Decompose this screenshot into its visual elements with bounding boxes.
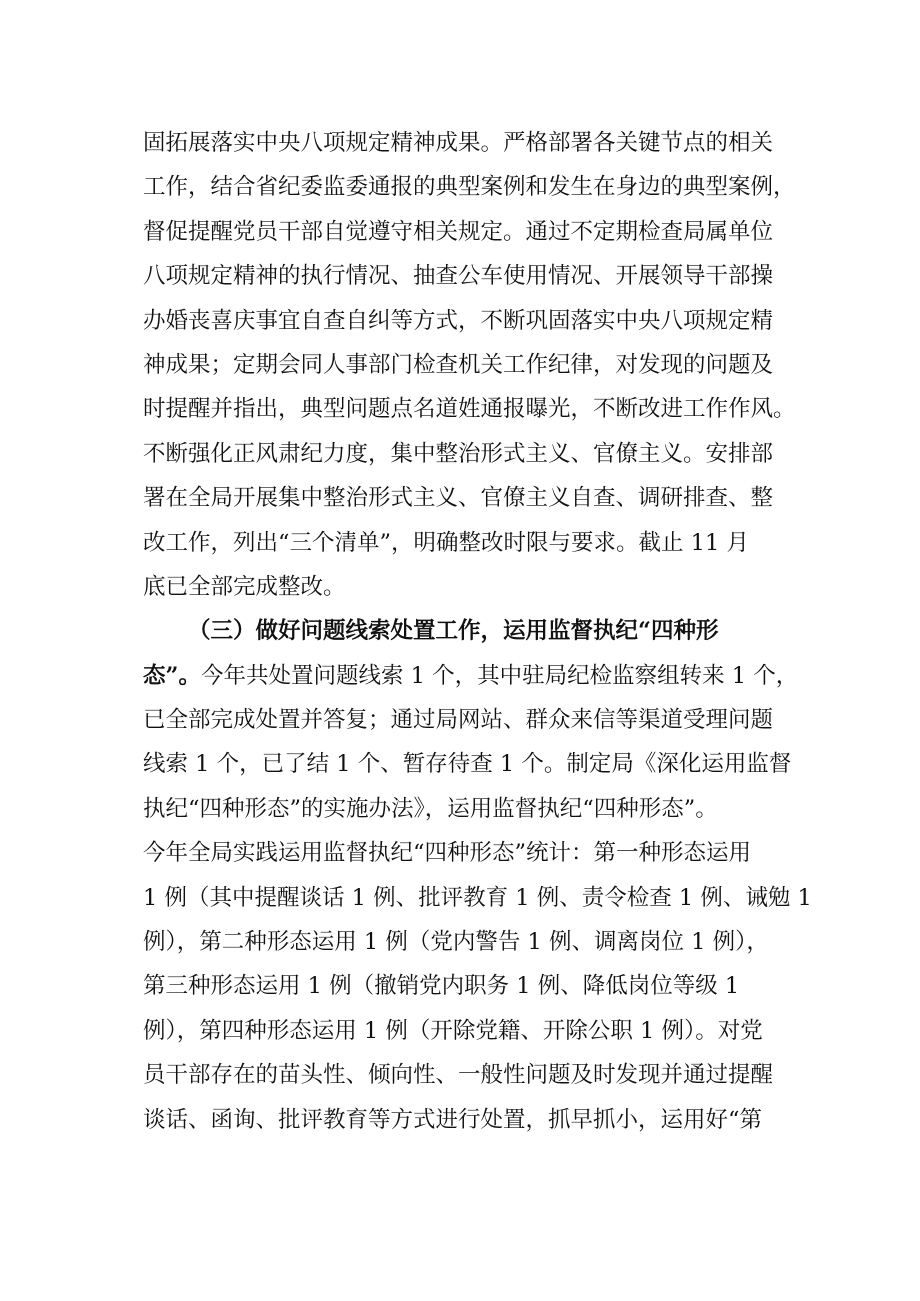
- text-line: [143, 654, 803, 698]
- text-line: 第三种形态运用 1 例（撤销党内职务 1 例、降低岗位等级 1: [143, 973, 740, 1000]
- text-line: 1 例（其中提醒谈话 1 例、批评教育 1 例、责令检查 1 例、诫勉 1: [143, 884, 812, 911]
- text-line: 执纪“四种形态”的实施办法》，运用监督执纪“四种形态”。: [143, 795, 718, 822]
- text-line: 员干部存在的苗头性、倾向性、一般性问题及时发现并通过提醒: [143, 1062, 774, 1089]
- section-heading-end: 态”。: [143, 662, 201, 689]
- text-line: 神成果；定期会同人事部门检查机关工作纪律，对发现的问题及: [143, 351, 774, 378]
- text-line: 固拓展落实中央八项规定精神成果。严格部署各关键节点的相关: [143, 130, 774, 156]
- text-line: 例），第四种形态运用 1 例（开除党籍、开除公职 1 例）。对党: [143, 1017, 763, 1044]
- text-line: 工作，结合省纪委监委通报的典型案例和发生在身边的典型案例，: [143, 174, 796, 201]
- text-line: 谈话、函询、批评教育等方式进行处置，抓早抓小，运用好“第: [143, 1106, 763, 1133]
- text-line: 督促提醒党员干部自觉遵守相关规定。通过不定期检查局属单位: [143, 218, 774, 245]
- text-line: 线索 1 个，已了结 1 个、暂存待查 1 个。制定局《深化运用监督: [143, 751, 792, 778]
- section-heading: （三）做好问题线索处置工作，运用监督执纪“四种形: [188, 618, 719, 645]
- text-line: 时提醒并指出，典型问题点名道姓通报曝光，不断改进工作作风。: [143, 396, 796, 423]
- text-line: 例），第二种形态运用 1 例（党内警告 1 例、调离岗位 1 例），: [143, 929, 769, 956]
- text-line: 办婚丧喜庆事宜自查自纠等方式，不断巩固落实中央八项规定精: [143, 307, 774, 334]
- body-text: [143, 121, 812, 1142]
- paragraph-text: 今年共处置问题线索 1 个，其中驻局纪检监察组转来 1 个，: [200, 662, 799, 689]
- text-line: 八项规定精神的执行情况、抽查公车使用情况、开展领导干部操: [143, 263, 774, 290]
- text-line: 底已全部完成整改。: [143, 573, 346, 600]
- text-line: 改工作，列出“三个清单”，明确整改时限与要求。截止 11 月: [143, 529, 749, 556]
- text-line: 不断强化正风肃纪力度，集中整治形式主义、官僚主义。安排部: [143, 440, 774, 467]
- text-line: 署在全局开展集中整治形式主义、官僚主义自查、调研排查、整: [143, 485, 774, 512]
- text-line: 今年全局实践运用监督执纪“四种形态”统计：第一种形态运用: [143, 840, 752, 867]
- text-line: 已全部完成处置并答复；通过局网站、群众来信等渠道受理问题: [143, 707, 774, 734]
